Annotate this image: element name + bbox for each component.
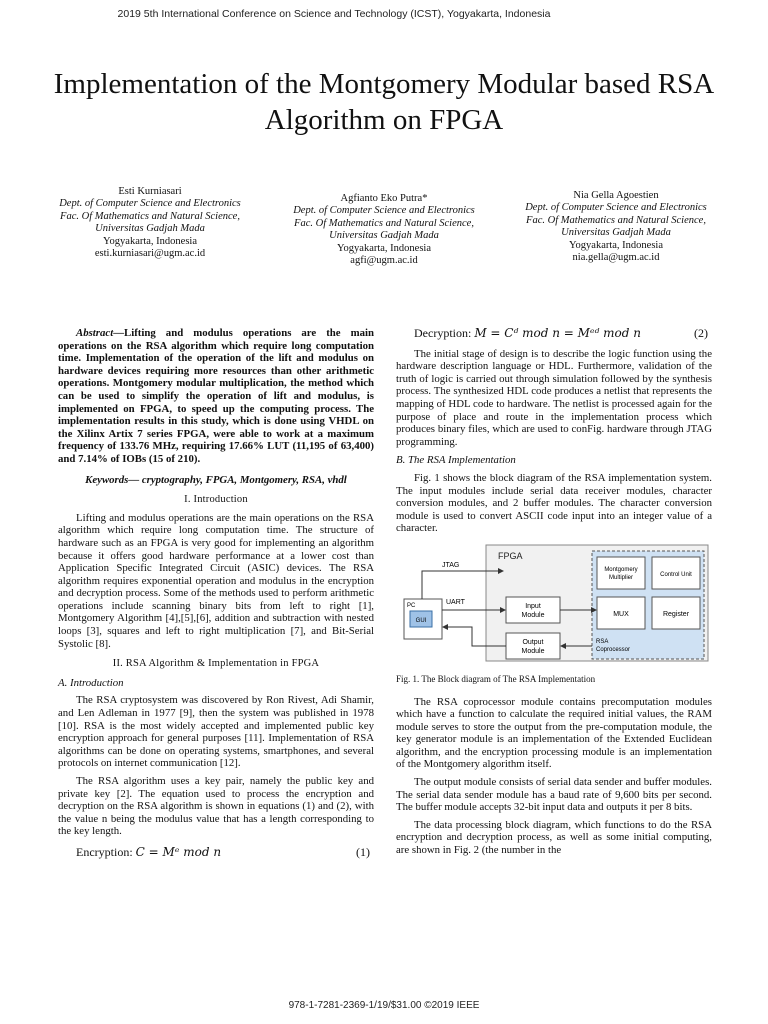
subsection-heading: B. The RSA Implementation	[396, 454, 516, 467]
mm-label-2: Multiplier	[608, 574, 634, 581]
fpga-label: FPGA	[498, 550, 523, 561]
equation-number: (1)	[356, 844, 370, 859]
block-diagram-figure	[402, 543, 712, 667]
section-heading: I. Introduction	[184, 494, 248, 506]
control-unit-label: Control Unit	[660, 571, 692, 578]
paragraph: Fig. 1 shows the block diagram of the RSA implementation system. The input modules include serial data receiver modules, character conversion modules, and 2 buffer modules. The character conversion module is used to convert ASCII code input into an integer value of a character.	[396, 471, 712, 535]
block-diagram	[402, 543, 712, 667]
equation-label: Encryption:	[76, 844, 133, 859]
author-dept: Dept. of Computer Science and Electronics	[525, 202, 707, 214]
author-city: Yogyakarta, Indonesia	[103, 235, 197, 247]
equation-math: M = Cᵈ mod n = Mᵉᵈ mod n	[474, 326, 641, 340]
paragraph: The initial stage of design is to describe the logic function using the hardware description language or HDL. Furthermore, validation of the truth of logic is carried out through simulation followed by the synthesis process. The synthesized HDL code produces a netlist that represents the mapping of HDL code to hardware. The netlist is processed again for the purpose of place and route in the implementation process which produces binary files, which are used to conFig. hardware through JTAG programming.	[396, 347, 712, 448]
output-module-label-2: Module	[521, 647, 545, 655]
figure-caption: Fig. 1. The Block diagram of The RSA Implementation	[396, 673, 596, 684]
author-email: nia.gella@ugm.ac.id	[572, 252, 660, 264]
abstract	[58, 327, 374, 466]
equation-number: (2)	[694, 326, 708, 340]
output-module-label-1: Output	[522, 638, 544, 646]
paragraph: The data processing block diagram, which functions to do the RSA encryption and decryption process, as well as some initial computing, are shown in Fig. 2 (the number in the	[396, 818, 712, 857]
paragraph: The output module consists of serial data sender and buffer modules. The serial data sender module has a baud rate of 9,600 bits per second. The buffer module accepts 32-bit input data and outputs it per 8 bits.	[396, 776, 712, 814]
pc-label: PC	[407, 602, 416, 609]
right-column	[396, 327, 712, 862]
author-block	[50, 186, 250, 260]
paragraph: The RSA algorithm uses a key pair, namely the public key and private key [2]. The equation used to process the encryption and decryption on the RSA algorithm is shown in equations (1) and (2), with the value n being the modulus value that has a length corresponding to the key length.	[58, 775, 374, 838]
rsa-label-1: RSA	[596, 638, 609, 645]
mux-label: MUX	[613, 610, 629, 618]
author-city: Yogyakarta, Indonesia	[337, 242, 431, 254]
author-name: Nia Gella Agoestien	[573, 190, 659, 201]
keywords: Keywords— cryptography, FPGA, Montgomery, RSA, vhdl	[85, 473, 347, 486]
author-faculty: Fac. Of Mathematics and Natural Science, Universitas Gadjah Mada	[526, 214, 706, 239]
input-module-label-1: Input	[525, 602, 541, 610]
gui-label: GUI	[415, 617, 427, 624]
abstract-label: Abstract	[76, 327, 114, 339]
output-module-box	[506, 633, 560, 659]
subsection-heading: A. Introduction	[58, 676, 124, 689]
mm-label-1: Montgomery	[604, 566, 638, 573]
author-email: agfi@ugm.ac.id	[350, 255, 418, 267]
copyright-footer: 978-1-7281-2369-1/19/$31.00 ©2019 IEEE	[288, 1000, 480, 1011]
author-name: Agfianto Eko Putra*	[340, 193, 428, 204]
uart-out-arrow	[442, 624, 448, 630]
paragraph: The RSA coprocessor module contains precomputation modules which have a function to calculate the required initial values, the RAM module serves to store the output from the pre-computation module, the key generator module is an implementation of the Extended Euclidean algorithm, and the encryption processing module is an implementation of the Montgomery algorithm itself.	[396, 695, 712, 771]
jtag-label: JTAG	[442, 561, 460, 569]
conference-header: 2019 5th International Conference on Science and Technology (ICST), Yogyakarta, Indonesia	[117, 8, 551, 20]
author-email: esti.kurniasari@ugm.ac.id	[94, 248, 206, 260]
equation-1	[58, 846, 374, 859]
input-module-box	[506, 597, 560, 623]
equation-math: C = Mᵉ mod n	[135, 844, 222, 859]
section-heading: II. RSA Algorithm & Implementation in FPGA	[112, 658, 320, 670]
paragraph: Lifting and modulus operations are the main operations on the RSA algorithm which require long computation time. The structure of hardware such as an FPGA is very good for implementing an algorithm because it offers good hardware performance at a lower cost than Application Specific Integrated Circuit (ASIC) devices. The RSA algorithm requires exponential operation and modulus in the encryption and decryption process. Some of the methods used to perform arithmetic operations include scanning binary bits from left to right [1], Montgomery Algorithm [4],[5],[6], addition and subtraction with nested loops [3], squares and left to right multiplication [7], and Bit-Serial Systolic [8].	[58, 511, 374, 650]
register-label: Register	[662, 610, 690, 618]
equation-2	[396, 327, 712, 340]
abstract-text: —Lifting and modulus operations are the main operations on the RSA algorithm which require long computation time. Implementation of the operation of the lift and modulus on hardware devices requiring more resources than other arithmetic operations. Montgomery modular multiplication, the method which can be used to simplify the operation of lift and modulus, is implemented on FPGA, to speed up the computing process. The implementation results in this study, which is done using VHDL on the Xilinx Artix 7 series FPGA, were able to work at a maximum frequency of 133.76 MHz, requiring 17.66% LUT (11,195 of 63,400) and 7.14% of IOBs (15 of 210).	[58, 327, 374, 465]
author-dept: Dept. of Computer Science and Electronics	[59, 198, 241, 210]
montgomery-multiplier-box	[597, 557, 645, 589]
equation-label: Decryption:	[414, 326, 472, 340]
input-module-label-2: Module	[521, 611, 545, 619]
left-column	[58, 327, 374, 867]
paper-title: Implementation of the Montgomery Modular based RSA Algorithm on FPGA	[53, 68, 715, 136]
rsa-label-2: Coprocessor	[596, 646, 631, 653]
author-name: Esti Kurniasari	[118, 186, 182, 197]
author-dept: Dept. of Computer Science and Electronics	[293, 205, 475, 217]
author-faculty: Fac. Of Mathematics and Natural Science, Universitas Gadjah Mada	[60, 210, 240, 235]
author-city: Yogyakarta, Indonesia	[569, 239, 663, 251]
author-block	[284, 193, 484, 267]
author-faculty: Fac. Of Mathematics and Natural Science, Universitas Gadjah Mada	[294, 217, 474, 242]
paragraph: The RSA cryptosystem was discovered by Ron Rivest, Adi Shamir, and Len Adleman in 1977 [9], then the system was published in 1978 [10]. RSA is the most widely accepted and implemented public key encryption approach for general purposes [11]. Implementation of RSA algorithms can be done on operating systems, smartphones, and several protocols on internet communication [12].	[58, 694, 374, 770]
author-block	[516, 190, 716, 264]
uart-label: UART	[446, 598, 465, 606]
